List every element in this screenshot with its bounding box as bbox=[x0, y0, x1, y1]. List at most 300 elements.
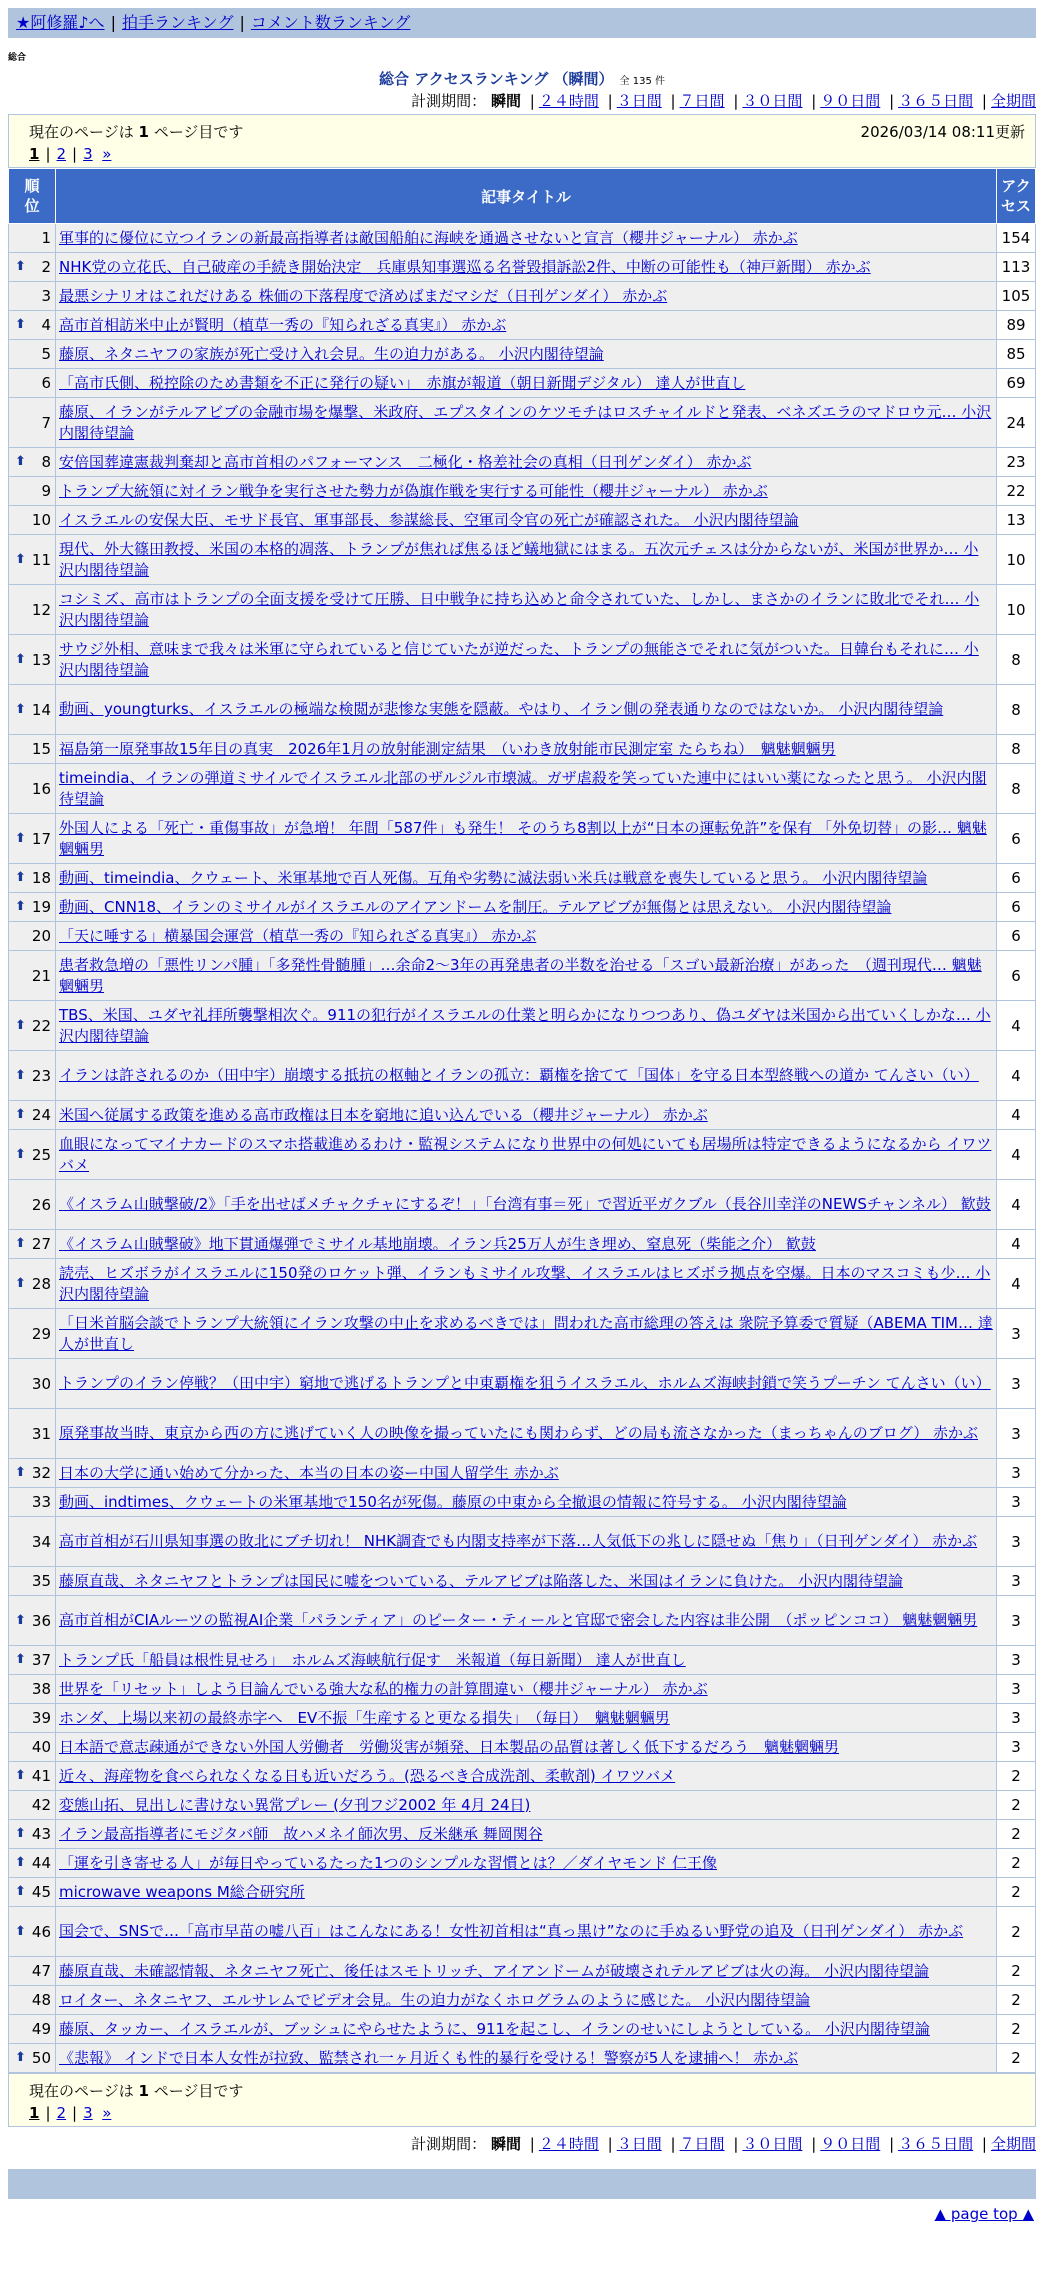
rank-number: 50 bbox=[31, 2049, 51, 2067]
table-row bbox=[9, 224, 1036, 253]
rank-up-arrow-icon: ⬆ bbox=[15, 454, 26, 469]
page-status-suffix: ページ目です bbox=[153, 2082, 244, 2100]
title-cell bbox=[56, 448, 997, 477]
period-30d-link[interactable]: ３０日間 bbox=[742, 2135, 803, 2153]
article-link[interactable]: 近々、海産物を食べられなくなる日も近いだろう。(恐るべき合成洗剤、柔軟剤) イワツバメ bbox=[59, 1766, 676, 1785]
table-row bbox=[9, 282, 1036, 311]
rank-number: 3 bbox=[41, 287, 51, 305]
page-links: 1 | 2 | 3 » bbox=[29, 2104, 112, 2122]
article-link[interactable]: 現代、外大篠田教授、米国の本格的凋落、トランプが焦れば焦るほど蟻地獄にはまる。五次元チェスは分からないが、米国が世界か… 小沢内閣待望論 bbox=[59, 539, 979, 579]
rank-number: 5 bbox=[41, 345, 51, 363]
rank-number: 10 bbox=[31, 511, 51, 529]
rank-number: 29 bbox=[31, 1324, 51, 1343]
page-top-link[interactable]: ▲ page top ▲ bbox=[934, 2205, 1034, 2223]
title-cell bbox=[56, 1359, 997, 1409]
rank-number: 8 bbox=[41, 453, 51, 471]
title-cell bbox=[56, 1051, 997, 1101]
article-link[interactable]: 世界を「リセット」しよう目論んでいる強大な私的権力の計算間違い（櫻井ジャーナル） 赤かぶ bbox=[59, 1679, 708, 1698]
article-link[interactable]: 《イスラム山賊撃破/2》「手を出せばメチャクチャにするぞ！」「台湾有事＝死」で習近平ガクブル（長谷川幸洋のNEWSチャンネル） 歓鼓 bbox=[59, 1195, 991, 1213]
rank-cell bbox=[9, 253, 56, 282]
rank-number: 37 bbox=[31, 1651, 51, 1669]
page-links: 1 | 2 | 3 » bbox=[29, 145, 112, 163]
article-link[interactable]: NHK党の立花氏、自己破産の手続き開始決定 兵庫県知事選巡る名誉毀損訴訟2件、中断の可能性も（神戸新聞） 赤かぶ bbox=[59, 257, 871, 276]
rank-number: 14 bbox=[31, 700, 51, 719]
access-count: 2 bbox=[997, 1762, 1036, 1791]
access-count: 3 bbox=[997, 1675, 1036, 1704]
rank-cell bbox=[9, 1646, 56, 1675]
page-link-2[interactable]: 2 bbox=[56, 145, 67, 163]
rank-cell bbox=[9, 224, 56, 253]
access-count: 2 bbox=[997, 1878, 1036, 1907]
table-row bbox=[9, 635, 1036, 685]
article-link[interactable]: 高市首相が石川県知事選の敗北にブチ切れ！ NHK調査でも内閣支持率が下落…人気低下の兆しに隠せぬ「焦り」（日刊ゲンダイ） 赤かぶ bbox=[59, 1532, 978, 1550]
access-count: 6 bbox=[997, 922, 1036, 951]
article-link[interactable]: 動画、youngturks、イスラエルの極端な検閲が悲惨な実態を隠蔽。やはり、イラン側の発表通りなのではないか。 小沢内閣待望論 bbox=[59, 700, 944, 718]
total-count: 全 135 件 bbox=[619, 76, 665, 87]
title-cell bbox=[56, 1704, 997, 1733]
title-cell bbox=[56, 893, 997, 922]
rank-cell bbox=[9, 635, 56, 685]
rank-cell bbox=[9, 282, 56, 311]
title-cell bbox=[56, 506, 997, 535]
access-count: 3 bbox=[997, 1704, 1036, 1733]
table-row bbox=[9, 893, 1036, 922]
period-label: 計測期間： bbox=[411, 92, 487, 110]
article-link[interactable]: コシミズ、高市はトランプの全面支援を受けて圧勝、日中戦争に持ち込めと命令されていた、しかし、まさかのイランに敗北でそれ… 小沢内閣待望論 bbox=[59, 589, 980, 629]
period-3d-link[interactable]: ３日間 bbox=[616, 2135, 662, 2153]
rank-cell bbox=[9, 1567, 56, 1596]
table-row bbox=[9, 253, 1036, 282]
rank-up-arrow-icon: ⬆ bbox=[15, 1017, 26, 1033]
article-link[interactable]: 《悲報》 インドで日本人女性が拉致、監禁され一ヶ月近くも性的暴行を受ける！警察が5人を逮捕へ！ 赤かぶ bbox=[59, 2048, 799, 2067]
rank-number: 19 bbox=[31, 898, 51, 916]
article-link[interactable]: トランプのイラン停戦？（田中宇）窮地で逃げるトランプと中東覇権を狙うイスラエル、ホルムズ海峡封鎖で笑うプーチン てんさい（い） bbox=[59, 1374, 991, 1392]
rank-number: 41 bbox=[31, 1767, 51, 1785]
access-count: 85 bbox=[997, 340, 1036, 369]
rank-number: 23 bbox=[31, 1066, 51, 1085]
rank-cell bbox=[9, 764, 56, 814]
table-row bbox=[9, 1359, 1036, 1409]
access-count: 6 bbox=[997, 893, 1036, 922]
access-count: 3 bbox=[997, 1459, 1036, 1488]
period-7d-link[interactable]: ７日間 bbox=[679, 92, 725, 110]
page-status-number: 1 bbox=[138, 123, 149, 141]
table-row bbox=[9, 1001, 1036, 1051]
access-count: 2 bbox=[997, 2015, 1036, 2044]
period-90d-link[interactable]: ９０日間 bbox=[820, 92, 881, 110]
article-link[interactable]: microwave weapons M総合研究所 bbox=[59, 1882, 305, 1901]
title-cell bbox=[56, 1878, 997, 1907]
table-row bbox=[9, 685, 1036, 735]
rank-number: 25 bbox=[31, 1145, 51, 1164]
rank-number: 12 bbox=[31, 600, 51, 619]
article-link[interactable]: 高市首相がCIAルーツの監視AI企業「パランティア」のピーター・ティールと官邸で密会した内容は非公開 （ポッピンココ） 魑魅魍魎男 bbox=[59, 1611, 978, 1629]
table-row bbox=[9, 448, 1036, 477]
rank-number: 28 bbox=[31, 1274, 51, 1293]
rank-number: 39 bbox=[31, 1709, 51, 1727]
title-cell bbox=[56, 1907, 997, 1957]
article-link[interactable]: 血眼になってマイナカードのスマホ搭載進めるわけ・監視システムになり世界中の何処にいても居場所は特定できるようになるから イワツバメ bbox=[59, 1134, 992, 1174]
access-count: 2 bbox=[997, 1957, 1036, 1986]
rank-number: 46 bbox=[31, 1922, 51, 1941]
rank-cell bbox=[9, 1459, 56, 1488]
article-link[interactable]: 患者救急増の「悪性リンパ腫」「多発性骨髄腫」…余命2～3年の再発患者の半数を治せる「スゴい最新治療」があった （週刊現代… 魑魅魍魎男 bbox=[59, 955, 982, 995]
rank-up-arrow-icon: ⬆ bbox=[15, 899, 26, 914]
rank-number: 47 bbox=[31, 1962, 51, 1980]
table-row bbox=[9, 1704, 1036, 1733]
access-count: 4 bbox=[997, 1180, 1036, 1230]
rank-cell bbox=[9, 1791, 56, 1820]
page-heading bbox=[0, 68, 1044, 90]
rank-cell bbox=[9, 735, 56, 764]
table-row bbox=[9, 1878, 1036, 1907]
rank-cell bbox=[9, 864, 56, 893]
title-cell bbox=[56, 1488, 997, 1517]
article-link[interactable]: 外国人による「死亡・重傷事故」が急増！ 年間「587件」も発生！ そのうち8割以上が“日本の運転免許”を保有 「外免切替」の影… 魑魅魍魎男 bbox=[59, 818, 987, 858]
pager-bottom bbox=[8, 2073, 1036, 2127]
table-row bbox=[9, 814, 1036, 864]
rank-number: 34 bbox=[31, 1532, 51, 1551]
table-row bbox=[9, 1733, 1036, 1762]
period-selector-bottom: 計測期間： 瞬間 | ２４時間 | ３日間 | ７日間 | ３０日間 | ９０日間 | ３６５日間 | 全期間 bbox=[411, 2135, 1036, 2153]
title-cell bbox=[56, 1646, 997, 1675]
access-count: 8 bbox=[997, 764, 1036, 814]
rank-cell bbox=[9, 398, 56, 448]
table-row bbox=[9, 951, 1036, 1001]
article-link[interactable]: 原発事故当時、東京から西の方に逃げていく人の映像を撮っていたにも関わらず、どの局も流さなかった（まっちゃんのブログ） 赤かぶ bbox=[59, 1424, 979, 1442]
article-link[interactable]: トランプ大統領に対イラン戦争を実行させた勢力が偽旗作戦を実行する可能性（櫻井ジャーナル） 赤かぶ bbox=[59, 481, 768, 500]
header-rank-label: 順 位 bbox=[24, 177, 40, 215]
rank-cell bbox=[9, 2044, 56, 2073]
rank-up-arrow-icon: ⬆ bbox=[15, 259, 26, 274]
period-3d-link[interactable]: ３日間 bbox=[616, 92, 662, 110]
article-link[interactable]: 日本語で意志疎通ができない外国人労働者 労働災害が頻発、日本製品の品質は著しく低下するだろう 魑魅魍魎男 bbox=[59, 1737, 840, 1756]
title-cell bbox=[56, 1230, 997, 1259]
article-link[interactable]: 変態山拓、見出しに書けない異常プレー (夕刊フジ2002 年 4月 24日) bbox=[59, 1795, 531, 1814]
page-status bbox=[29, 2080, 243, 2101]
period-24h-link[interactable]: ２４時間 bbox=[538, 2135, 599, 2153]
rank-up-arrow-icon: ⬆ bbox=[15, 830, 26, 846]
access-count: 13 bbox=[997, 506, 1036, 535]
header-access bbox=[997, 169, 1036, 224]
title-cell bbox=[56, 477, 997, 506]
table-row bbox=[9, 864, 1036, 893]
rank-cell bbox=[9, 1762, 56, 1791]
article-link[interactable]: 動画、indtimes、クウェートの米軍基地で150名が死傷。藤原の中東から全撤退の情報に符号する。 小沢内閣待望論 bbox=[59, 1492, 847, 1511]
article-link[interactable]: イスラエルの安保大臣、モサド長官、軍事部長、参謀総長、空軍司令官の死亡が確認された。 小沢内閣待望論 bbox=[59, 510, 799, 529]
title-cell bbox=[56, 2015, 997, 2044]
table-row bbox=[9, 1488, 1036, 1517]
title-cell bbox=[56, 1849, 997, 1878]
table-row bbox=[9, 1051, 1036, 1101]
title-cell bbox=[56, 1459, 997, 1488]
rank-up-arrow-icon: ⬆ bbox=[15, 1855, 26, 1870]
next-page-link[interactable]: » bbox=[102, 2104, 112, 2122]
rank-number: 35 bbox=[31, 1572, 51, 1590]
access-count: 113 bbox=[997, 253, 1036, 282]
article-link[interactable]: イラン最高指導者にモジタバ師 故ハメネイ師次男、反米継承 舞岡関谷 bbox=[59, 1824, 543, 1843]
article-link[interactable]: 《イスラム山賊撃破》地下貫通爆弾でミサイル基地崩壊。イラン兵25万人が生き埋め、窒息死（柴能之介） 歓鼓 bbox=[59, 1234, 816, 1253]
access-count: 105 bbox=[997, 282, 1036, 311]
article-link[interactable]: 「運を引き寄せる人」が毎日やっているたった1つのシンプルな習慣とは？／ダイヤモンド 仁王像 bbox=[59, 1853, 718, 1872]
rank-up-arrow-icon: ⬆ bbox=[15, 870, 26, 885]
section-tag: 総合 bbox=[8, 53, 27, 63]
title-cell bbox=[56, 951, 997, 1001]
period-30d-link[interactable]: ３０日間 bbox=[742, 92, 803, 110]
access-count: 6 bbox=[997, 814, 1036, 864]
rank-number: 32 bbox=[31, 1464, 51, 1482]
period-90d-link[interactable]: ９０日間 bbox=[820, 2135, 881, 2153]
article-link[interactable]: timeindia、イランの弾道ミサイルでイスラエル北部のザルジル市壊滅。ガザ虐殺を笑っていた連中にはいい薬になったと思う。 小沢内閣待望論 bbox=[59, 768, 987, 808]
table-row bbox=[9, 1675, 1036, 1704]
article-link[interactable]: 「高市氏側、税控除のため書類を不正に発行の疑い」 赤旗が報道（朝日新聞デジタル） 達人が世直し bbox=[59, 373, 746, 392]
rank-number: 27 bbox=[31, 1235, 51, 1253]
article-link[interactable]: 読売、ヒズボラがイスラエルに150発のロケット弾、イランもミサイル攻撃、イスラエルはヒズボラ拠点を空爆。日本のマスコミも少… 小沢内閣待望論 bbox=[59, 1263, 991, 1303]
rank-cell bbox=[9, 1596, 56, 1646]
article-link[interactable]: ロイター、ネタニヤフ、エルサレムでビデオ会見。生の迫力がなくホログラムのように感じた。 小沢内閣待望論 bbox=[59, 1990, 811, 2009]
rank-number: 40 bbox=[31, 1738, 51, 1756]
rank-cell bbox=[9, 2015, 56, 2044]
rank-cell bbox=[9, 1907, 56, 1957]
period-selector: 計測期間： 瞬間 | ２４時間 | ３日間 | ７日間 | ３０日間 | ９０日間 | ３６５日間 | 全期間 bbox=[411, 92, 1036, 110]
title-cell bbox=[56, 1675, 997, 1704]
top-nav-bar bbox=[8, 8, 1036, 38]
rank-number: 42 bbox=[31, 1796, 51, 1814]
article-link[interactable]: 「日米首脳会談でトランプ大統領にイラン攻撃の中止を求めるべきでは」問われた高市総理の答えは 衆院予算委で質疑（ABEMA TIM… 達人が世直し bbox=[59, 1313, 993, 1353]
article-link[interactable]: 藤原、ネタニヤフの家族が死亡受け入れ会見。生の迫力がある。 小沢内閣待望論 bbox=[59, 344, 604, 363]
pager-top bbox=[8, 114, 1036, 168]
page-top-wrap bbox=[0, 2205, 1034, 2223]
access-count: 24 bbox=[997, 398, 1036, 448]
article-link[interactable]: 高市首相訪米中止が賢明（植草一秀の『知られざる真実』） 赤かぶ bbox=[59, 315, 507, 334]
nav-separator: | bbox=[110, 13, 116, 32]
period-all-link[interactable]: 全期間 bbox=[990, 2135, 1036, 2153]
table-row bbox=[9, 311, 1036, 340]
table-row bbox=[9, 340, 1036, 369]
rank-up-arrow-icon: ⬆ bbox=[15, 1146, 26, 1162]
page-status-prefix: 現在のページは bbox=[29, 123, 134, 141]
article-link[interactable]: トランプ氏「船員は根性見せろ」 ホルムズ海峡航行促す 米報道（毎日新聞） 達人が世直し bbox=[59, 1650, 686, 1669]
rank-up-arrow-icon: ⬆ bbox=[15, 1826, 26, 1841]
article-link[interactable]: TBS、米国、ユダヤ礼拝所襲撃相次ぐ。911の犯行がイスラエルの仕業と明らかになりつつあり、偽ユダヤは米国から出ていくしかな… 小沢内閣待望論 bbox=[59, 1005, 991, 1045]
rank-number: 33 bbox=[31, 1493, 51, 1511]
article-link[interactable]: 軍事的に優位に立つイランの新最高指導者は敵国船舶に海峡を通過させないと宣言（櫻井ジャーナル） 赤かぶ bbox=[59, 228, 798, 247]
title-cell bbox=[56, 1957, 997, 1986]
article-link[interactable]: 安倍国葬違憲裁判棄却と高市首相のパフォーマンス 二極化・格差社会の真相（日刊ゲンダイ） 赤かぶ bbox=[59, 452, 752, 471]
rank-number: 18 bbox=[31, 869, 51, 887]
rank-cell bbox=[9, 311, 56, 340]
rank-cell bbox=[9, 1359, 56, 1409]
rank-up-arrow-icon: ⬆ bbox=[15, 1236, 26, 1251]
access-count: 22 bbox=[997, 477, 1036, 506]
access-count: 6 bbox=[997, 951, 1036, 1001]
page-status-number: 1 bbox=[138, 2082, 149, 2100]
access-count: 3 bbox=[997, 1409, 1036, 1459]
access-count: 2 bbox=[997, 1849, 1036, 1878]
rank-cell bbox=[9, 1001, 56, 1051]
rank-number: 31 bbox=[31, 1424, 51, 1443]
table-row bbox=[9, 1130, 1036, 1180]
access-count: 2 bbox=[997, 1820, 1036, 1849]
updated-timestamp: 2026/03/14 08:11更新 bbox=[860, 123, 1025, 141]
period-24h-link[interactable]: ２４時間 bbox=[538, 92, 599, 110]
period-label: 計測期間： bbox=[411, 2135, 487, 2153]
period-365d-link[interactable]: ３６５日間 bbox=[898, 2135, 974, 2153]
access-count: 2 bbox=[997, 1986, 1036, 2015]
article-link[interactable]: 福島第一原発事故15年目の真実 2026年1月の放射能測定結果 （いわき放射能市民測定室 たらちね） 魑魅魍魎男 bbox=[59, 739, 836, 758]
access-count: 8 bbox=[997, 685, 1036, 735]
article-link[interactable]: 藤原、タッカー、イスラエルが、ブッシュにやらせたように、911を起こし、イランのせいにしようとしている。 小沢内閣待望論 bbox=[59, 2019, 930, 2038]
table-row bbox=[9, 1230, 1036, 1259]
title-cell bbox=[56, 1517, 997, 1567]
rank-cell bbox=[9, 340, 56, 369]
rank-number: 17 bbox=[31, 829, 51, 848]
title-cell bbox=[56, 735, 997, 764]
home-link[interactable]: ★阿修羅♪へ bbox=[16, 13, 105, 32]
table-row bbox=[9, 1820, 1036, 1849]
page-status-prefix: 現在のページは bbox=[29, 2082, 134, 2100]
page-title: 総合 アクセスランキング （瞬間） bbox=[379, 70, 614, 88]
rank-cell bbox=[9, 585, 56, 635]
article-link[interactable]: イランは許されるのか（田中宇）崩壊する抵抗の枢軸とイランの孤立：覇権を捨てて「国体」を守る日本型終戦への道か てんさい（い） bbox=[59, 1066, 979, 1084]
article-link[interactable]: 「天に唾する」横暴国会運営（植草一秀の『知られざる真実』） 赤かぶ bbox=[59, 926, 537, 945]
table-row bbox=[9, 1646, 1036, 1675]
period-all-link[interactable]: 全期間 bbox=[990, 92, 1036, 110]
table-row bbox=[9, 1907, 1036, 1957]
page-link-3[interactable]: 3 bbox=[83, 2104, 93, 2122]
article-link[interactable]: 米国へ従属する政策を進める高市政権は日本を窮地に追い込んでいる（櫻井ジャーナル） 赤かぶ bbox=[59, 1105, 708, 1124]
article-link[interactable]: 藤原直哉、ネタニヤフとトランプは国民に嘘をついている、テルアビブは陥落した、米国はイランに負けた。 小沢内閣待望論 bbox=[59, 1571, 904, 1590]
rank-number: 13 bbox=[31, 650, 51, 669]
table-row bbox=[9, 1986, 1036, 2015]
clap-ranking-link[interactable]: 拍手ランキング bbox=[121, 13, 234, 32]
access-count: 3 bbox=[997, 1733, 1036, 1762]
rank-up-arrow-icon: ⬆ bbox=[15, 1768, 26, 1783]
rank-cell bbox=[9, 1180, 56, 1230]
access-count: 4 bbox=[997, 1101, 1036, 1130]
rank-number: 21 bbox=[31, 966, 51, 985]
rank-number: 20 bbox=[31, 927, 51, 945]
table-row bbox=[9, 1849, 1036, 1878]
title-cell bbox=[56, 864, 997, 893]
rank-number: 22 bbox=[31, 1016, 51, 1035]
title-cell bbox=[56, 1791, 997, 1820]
table-row bbox=[9, 922, 1036, 951]
article-link[interactable]: 国会で、SNSで…「高市早苗の嘘八百」はこんなにある！女性初首相は“真っ黒け”なのに手ぬるい野党の追及（日刊ゲンダイ） 赤かぶ bbox=[59, 1922, 964, 1940]
rank-cell bbox=[9, 1488, 56, 1517]
page-status-suffix: ページ目です bbox=[153, 123, 244, 141]
article-link[interactable]: 日本の大学に通い始めて分かった、本当の日本の姿ー中国人留学生 赤かぶ bbox=[59, 1463, 559, 1482]
access-count: 3 bbox=[997, 1596, 1036, 1646]
rank-cell bbox=[9, 1733, 56, 1762]
table-row bbox=[9, 1180, 1036, 1230]
rank-cell bbox=[9, 1101, 56, 1130]
nav-separator: | bbox=[239, 13, 245, 32]
access-count: 3 bbox=[997, 1646, 1036, 1675]
table-header-row bbox=[9, 169, 1036, 224]
table-row bbox=[9, 2015, 1036, 2044]
rank-up-arrow-icon: ⬆ bbox=[15, 651, 26, 667]
access-count: 3 bbox=[997, 1517, 1036, 1567]
article-link[interactable]: 藤原、イランがテルアビブの金融市場を爆撃、米政府、エプスタインのケツモチはロスチャイルドと発表、ベネズエラのマドロウ元… 小沢内閣待望論 bbox=[59, 402, 992, 442]
rank-number: 1 bbox=[41, 229, 51, 247]
header-title: 記事タイトル bbox=[56, 169, 997, 224]
rank-number: 38 bbox=[31, 1680, 51, 1698]
table-row bbox=[9, 764, 1036, 814]
table-row bbox=[9, 1567, 1036, 1596]
rank-cell bbox=[9, 1309, 56, 1359]
table-row bbox=[9, 1957, 1036, 1986]
rank-up-arrow-icon: ⬆ bbox=[15, 1884, 26, 1899]
title-cell bbox=[56, 585, 997, 635]
rank-up-arrow-icon: ⬆ bbox=[15, 1067, 26, 1083]
rank-number: 24 bbox=[31, 1106, 51, 1124]
rank-cell bbox=[9, 1230, 56, 1259]
rank-number: 11 bbox=[31, 550, 51, 569]
rank-number: 15 bbox=[31, 740, 51, 758]
title-cell bbox=[56, 2044, 997, 2073]
rank-up-arrow-icon: ⬆ bbox=[15, 1107, 26, 1122]
table-row bbox=[9, 585, 1036, 635]
page-link-2[interactable]: 2 bbox=[56, 2104, 67, 2122]
table-row bbox=[9, 369, 1036, 398]
article-link[interactable]: 動画、timeindia、クウェート、米軍基地で百人死傷。互角や劣勢に滅法弱い米兵は戦意を喪失していると思う。 小沢内閣待望論 bbox=[59, 868, 928, 887]
period-365d-link[interactable]: ３６５日間 bbox=[898, 92, 974, 110]
title-cell bbox=[56, 814, 997, 864]
comment-ranking-link[interactable]: コメント数ランキング bbox=[250, 13, 411, 32]
rank-cell bbox=[9, 506, 56, 535]
rank-cell bbox=[9, 448, 56, 477]
rank-up-arrow-icon: ⬆ bbox=[15, 1652, 26, 1667]
rank-cell bbox=[9, 1849, 56, 1878]
rank-cell bbox=[9, 1878, 56, 1907]
article-link[interactable]: 動画、CNN18、イランのミサイルがイスラエルのアイアンドームを制圧。テルアビブが無傷とは思えない。 小沢内閣待望論 bbox=[59, 897, 892, 916]
rank-up-arrow-icon: ⬆ bbox=[15, 551, 26, 567]
access-count: 23 bbox=[997, 448, 1036, 477]
article-link[interactable]: 藤原直哉、未確認情報、ネタニヤフ死亡、後任はスモトリッチ、アイアンドームが破壊されテルアビブは火の海。 小沢内閣待望論 bbox=[59, 1961, 929, 1980]
period-7d-link[interactable]: ７日間 bbox=[679, 2135, 725, 2153]
access-count: 154 bbox=[997, 224, 1036, 253]
access-count: 10 bbox=[997, 535, 1036, 585]
rank-number: 36 bbox=[31, 1611, 51, 1630]
rank-up-arrow-icon: ⬆ bbox=[15, 1275, 26, 1291]
access-count: 4 bbox=[997, 1051, 1036, 1101]
access-count: 2 bbox=[997, 1791, 1036, 1820]
title-cell bbox=[56, 369, 997, 398]
next-page-link[interactable]: » bbox=[102, 145, 112, 163]
rank-cell bbox=[9, 535, 56, 585]
table-row bbox=[9, 506, 1036, 535]
table-row bbox=[9, 1459, 1036, 1488]
title-cell bbox=[56, 1130, 997, 1180]
rank-number: 48 bbox=[31, 1991, 51, 2009]
access-count: 3 bbox=[997, 1567, 1036, 1596]
access-count: 3 bbox=[997, 1359, 1036, 1409]
table-row bbox=[9, 1762, 1036, 1791]
article-link[interactable]: 最悪シナリオはこれだけある 株価の下落程度で済めばまだマシだ（日刊ゲンダイ） 赤かぶ bbox=[59, 286, 668, 305]
table-row bbox=[9, 735, 1036, 764]
header-rank bbox=[9, 169, 56, 224]
page-link-3[interactable]: 3 bbox=[83, 145, 93, 163]
rank-number: 2 bbox=[41, 258, 51, 276]
article-link[interactable]: サウジ外相、意味まで我々は米軍に守られていると信じていたが逆だった、トランプの無能さでそれに気がついた。日韓台もそれに… 小沢内閣待望論 bbox=[59, 639, 979, 679]
table-row bbox=[9, 477, 1036, 506]
article-link[interactable]: ホンダ、上場以来初の最終赤字へ EV不振「生産すると更なる損失」 （毎日） 魑魅魍魎男 bbox=[59, 1708, 670, 1727]
table-row bbox=[9, 1101, 1036, 1130]
rank-number: 7 bbox=[41, 413, 51, 432]
title-cell bbox=[56, 253, 997, 282]
title-cell bbox=[56, 764, 997, 814]
